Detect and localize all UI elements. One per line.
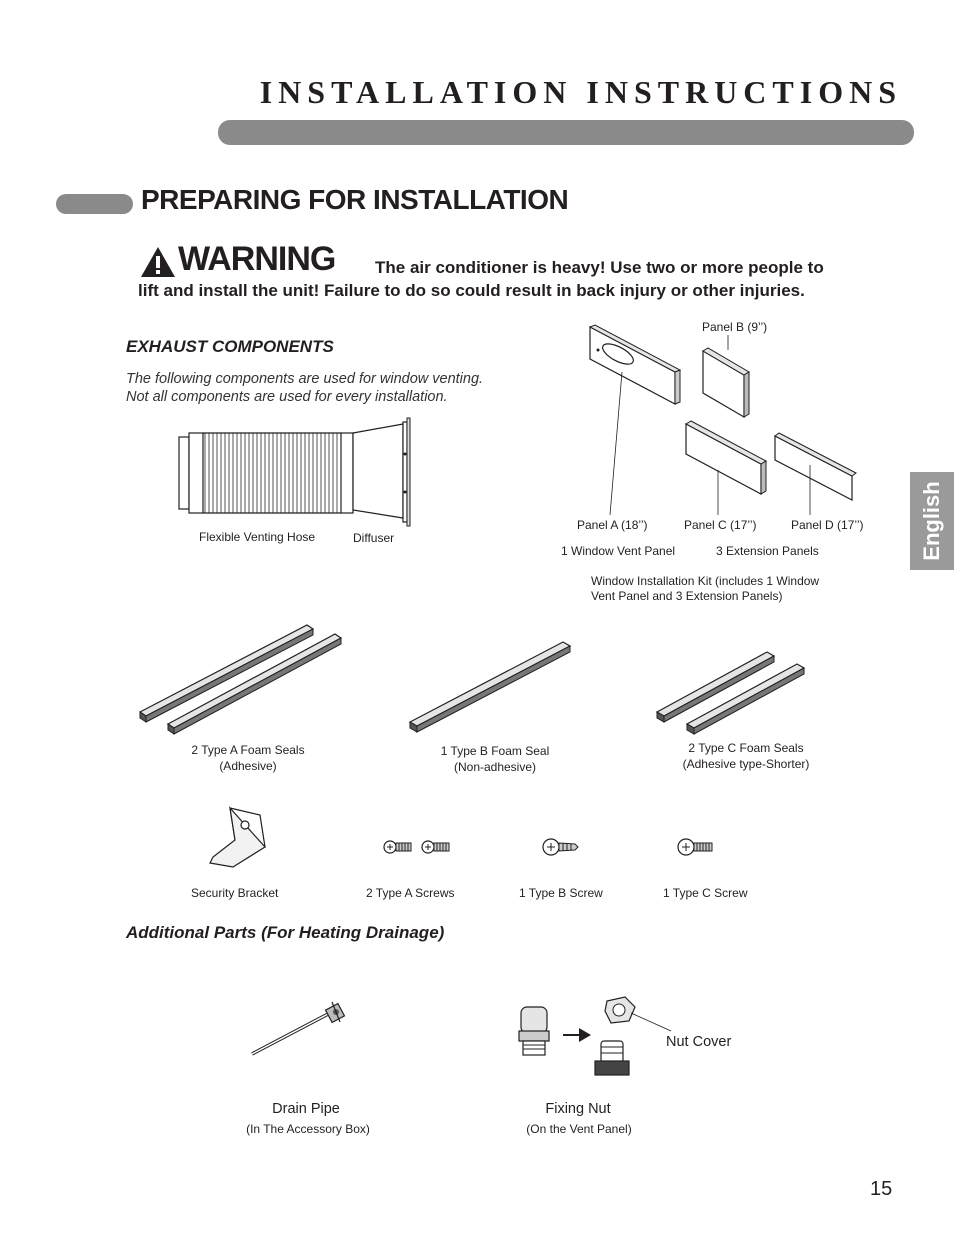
warning-text-line1: The air conditioner is heavy! Use two or more people to (375, 258, 824, 277)
extension-panels-label: 3 Extension Panels (716, 544, 819, 558)
diffuser-label: Diffuser (353, 531, 395, 545)
fixing-nut-note: (On the Vent Panel) (526, 1122, 632, 1136)
exhaust-intro-line1: The following components are used for window venting. (126, 371, 484, 387)
panel-d-label: Panel D (17’’) (791, 518, 864, 532)
fixing-nut-label: Fixing Nut (545, 1101, 611, 1117)
drain-pipe-note: (In The Accessory Box) (246, 1122, 370, 1136)
type-a-foam-seals-illustration (135, 620, 350, 735)
panel-a-label: Panel A (18’’) (577, 518, 648, 532)
language-tab[interactable] (910, 472, 954, 570)
type-b-foam-seal-caption (441, 743, 550, 775)
type-a-foam-seals-line2: (Adhesive) (219, 759, 277, 773)
type-a-screw-icon (421, 838, 451, 856)
window-kit-caption (591, 574, 819, 604)
type-a-foam-seals-line1: 2 Type A Foam Seals (191, 743, 305, 757)
window-kit-line2: Vent Panel and 3 Extension Panels) (591, 589, 783, 603)
panel-leader-lines (0, 0, 954, 600)
security-bracket-illustration (205, 805, 275, 870)
drain-pipe-illustration (248, 998, 353, 1060)
type-c-foam-seals-line1: 2 Type C Foam Seals (688, 741, 804, 755)
nut-cover-label: Nut Cover (666, 1034, 732, 1050)
hose-label: Flexible Venting Hose (199, 530, 316, 544)
security-bracket-label: Security Bracket (191, 886, 279, 900)
type-c-foam-seals-illustration (652, 650, 812, 735)
type-a-foam-seals-caption (191, 742, 304, 774)
type-a-screws-label: 2 Type A Screws (366, 886, 455, 900)
type-b-foam-seal-line2: (Non-adhesive) (453, 760, 537, 774)
drain-pipe-label: Drain Pipe (272, 1101, 340, 1117)
type-b-foam-seal-line1: 1 Type B Foam Seal (440, 744, 550, 758)
exhaust-intro-line2: Not all components are used for every installation. (126, 389, 448, 405)
type-b-foam-seal-illustration (405, 640, 575, 735)
page-number: 15 (870, 1178, 893, 1200)
type-c-screw-icon (677, 836, 715, 858)
section-title: PREPARING FOR INSTALLATION (141, 184, 569, 215)
type-c-foam-seals-line2: (Adhesive type-Shorter) (682, 757, 810, 771)
warning-label: WARNING (178, 240, 336, 278)
type-c-screw-label: 1 Type C Screw (663, 886, 748, 900)
type-b-screw-label: 1 Type B Screw (519, 886, 603, 900)
fixing-nut-illustration (515, 995, 645, 1085)
type-a-screw-icon (383, 838, 413, 856)
warning-text-line2: lift and install the unit! Failure to do so could result in back injury or other injuries. (138, 281, 805, 300)
exhaust-components-heading: EXHAUST COMPONENTS (126, 337, 334, 356)
additional-parts-heading: Additional Parts (For Heating Drainage) (126, 923, 445, 942)
type-b-screw-icon (542, 836, 580, 858)
panel-b-label: Panel B (9’’) (702, 320, 768, 334)
panel-c-label: Panel C (17’’) (684, 518, 757, 532)
window-kit-line1: Window Installation Kit (includes 1 Window (591, 574, 820, 588)
language-tab-label: English (919, 481, 944, 561)
type-c-foam-seals-caption (683, 740, 810, 772)
window-vent-panel-label: 1 Window Vent Panel (561, 544, 676, 558)
page-header-title: INSTALLATION INSTRUCTIONS (259, 74, 902, 110)
